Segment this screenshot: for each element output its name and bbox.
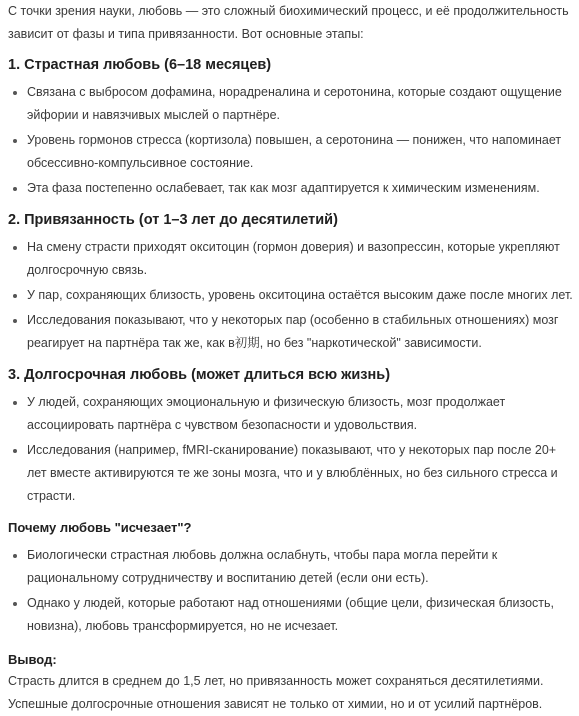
section-heading-why: Почему любовь "исчезает"? <box>8 520 192 535</box>
list-item: На смену страсти приходят окситоцин (гормон доверия) и вазопрессин, которые укрепляют долгосрочную связь. <box>8 236 573 282</box>
list-item: Эта фаза постепенно ослабевает, так как мозг адаптируется к химическим изменениям. <box>8 177 573 200</box>
long-term-list <box>8 391 573 508</box>
intro-paragraph: С точки зрения науки, любовь — это сложный биохимический процесс, и её продолжительность зависит от фазы и типа привязанности. Вот основные этапы: <box>8 4 569 41</box>
list-item: Уровень гормонов стресса (кортизола) повышен, а серотонина — понижен, что напоминает обсессивно-компульсивное состояние. <box>8 129 573 175</box>
attachment-list <box>8 236 573 355</box>
list-item: Биологически страстная любовь должна ослабнуть, чтобы пара могла перейти к рациональному сотрудничеству и воспитанию детей (если они есть). <box>8 544 573 590</box>
list-item: Исследования показывают, что у некоторых пар (особенно в стабильных отношениях) мозг реагирует на партнёра так же, как в初期, но без "наркотической" зависимости. <box>8 309 573 355</box>
section-heading-attachment: 2. Привязанность (от 1–3 лет до десятилетий) <box>8 212 338 228</box>
why-list <box>8 544 573 638</box>
list-item: У людей, сохраняющих эмоциональную и физическую близость, мозг продолжает ассоциировать партнёра с чувством безопасности и удовольствия. <box>8 391 573 437</box>
passion-list <box>8 81 573 200</box>
conclusion-heading: Вывод: <box>8 652 57 667</box>
section-heading-long-term: 3. Долгосрочная любовь (может длиться всю жизнь) <box>8 367 391 383</box>
section-heading-passion: 1. Страстная любовь (6–18 месяцев) <box>8 57 272 73</box>
list-item: Исследования (например, fMRI-сканирование) показывают, что у некоторых пар после 20+ лет вместе активируются те же зоны мозга, что и у влюблённых, но без сильного стресса и страсти. <box>8 439 573 508</box>
list-item: Связана с выбросом дофамина, норадреналина и серотонина, которые создают ощущение эйфории и навязчивых мыслей о партнёре. <box>8 81 573 127</box>
list-item: У пар, сохраняющих близость, уровень окситоцина остаётся высоким даже после многих лет. <box>8 284 573 307</box>
list-item: Однако у людей, которые работают над отношениями (общие цели, физическая близость, новизна), любовь трансформируется, но не исчезает. <box>8 592 573 638</box>
conclusion-text: Страсть длится в среднем до 1,5 лет, но привязанность может сохраняться десятилетиями. Успешные долгосрочные отношения зависят не только от химии, но и от усилий партнёров. <box>8 674 544 711</box>
